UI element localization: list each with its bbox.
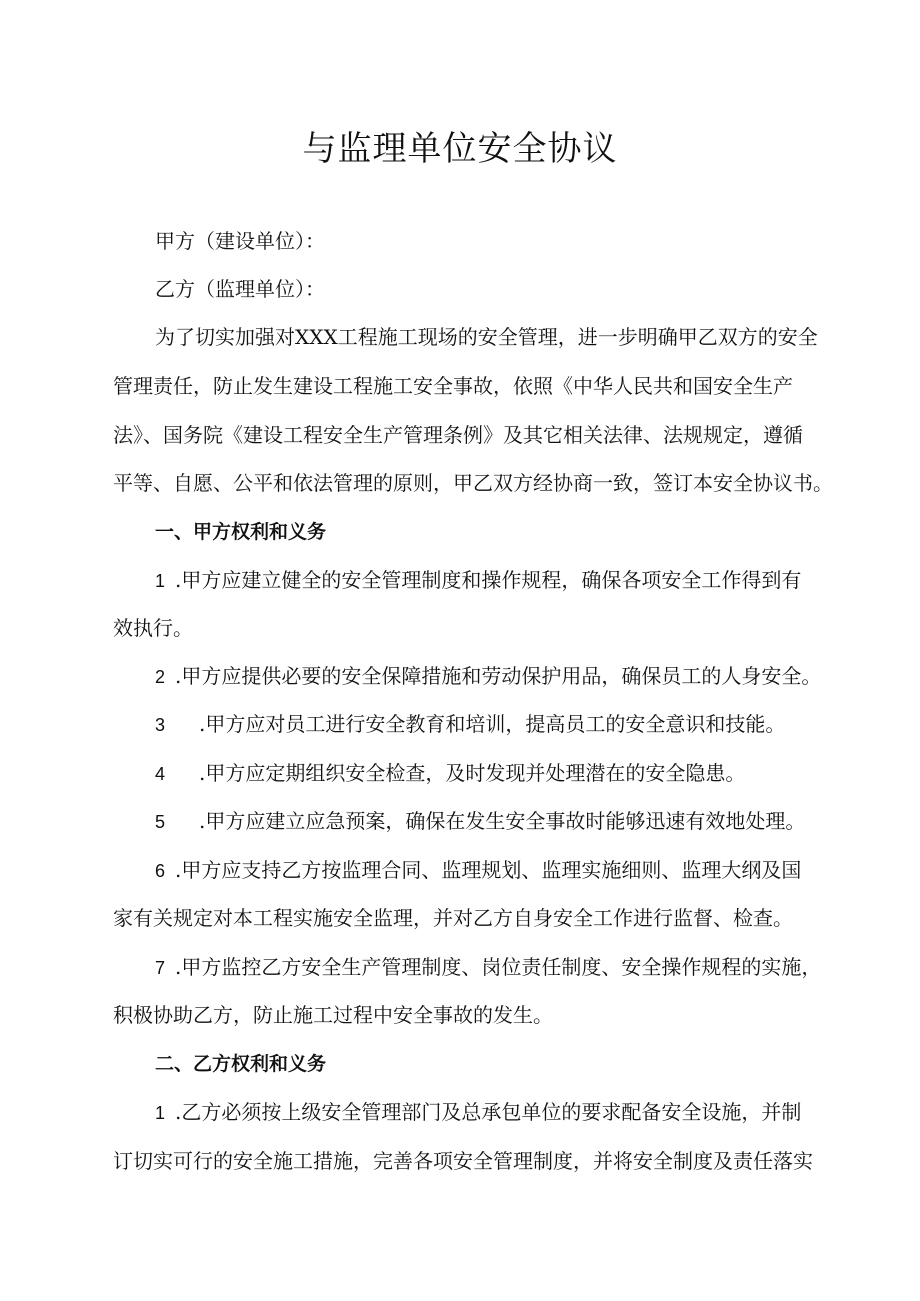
item-number: 1 [155,571,166,591]
item-number: 4 [155,764,166,784]
section-1-item-1 [155,567,801,594]
item-text: .甲方应建立健全的安全管理制度和操作规程，确保各项安全工作得到有 [175,568,802,592]
section-1-item-1-cont: 效执行。 [113,616,193,640]
section-2-heading: 二、乙方权利和义务 [155,1053,327,1075]
section-1-heading: 一、甲方权利和义务 [155,521,327,543]
section-1-item-6-cont: 家有关规定对本工程实施安全监理，并对乙方自身安全工作进行监督、检查。 [113,906,793,930]
section-2-item-1-cont: 订切实可行的安全施工措施，完善各项安全管理制度，并将安全制度及责任落实 [113,1149,813,1173]
intro-line: 管理责任，防止发生建设工程施工安全事故，依照《中华人民共和国安全生产 [113,374,793,398]
section-1-item-7 [155,954,821,981]
section-2-item-1 [155,1099,801,1126]
section-1-item-6 [155,857,801,884]
section-1-item-4 [155,760,745,787]
section-1-item-5 [155,808,805,835]
item-number: 2 [155,667,166,687]
item-text: .甲方应提供必要的安全保障措施和劳动保护用品，确保员工的人身安全。 [175,664,822,688]
item-text: .甲方应支持乙方按监理合同、监理规划、监理实施细则、监理大纲及国 [175,858,802,882]
item-number: 6 [155,861,166,881]
party-b-line: 乙方（监理单位）： [155,277,325,301]
document-title: 与监理单位安全协议 [302,129,618,169]
section-1-item-2 [155,663,821,690]
item-number: 1 [155,1103,166,1123]
item-text: .甲方应建立应急预案，确保在发生安全事故时能够迅速有效地处理。 [199,809,806,833]
party-a-line: 甲方（建设单位）： [155,229,325,253]
item-number: 7 [155,958,166,978]
intro-line: 法》、国务院《建设工程安全生产管理条例》及其它相关法律、法规规定，遵循 [113,423,803,447]
section-1-item-3 [155,711,785,738]
section-1-item-7-cont: 积极协助乙方，防止施工过程中安全事故的发生。 [113,1003,553,1027]
item-number: 5 [155,812,166,832]
item-text: .甲方应对员工进行安全教育和培训，提高员工的安全意识和技能。 [199,712,786,736]
item-number: 3 [155,715,166,735]
item-text: .甲方监控乙方安全生产管理制度、岗位责任制度、安全操作规程的实施， [175,955,822,979]
intro-line: 为了切实加强对XXX工程施工现场的安全管理，进一步明确甲乙双方的安全 [155,325,818,349]
item-text: .乙方必须按上级安全管理部门及总承包单位的要求配备安全设施，并制 [175,1100,802,1124]
item-text: .甲方应定期组织安全检查，及时发现并处理潜在的安全隐患。 [199,761,746,785]
intro-line: 平等、自愿、公平和依法管理的原则，甲乙双方经协商一致，签订本安全协议书。 [113,471,833,495]
